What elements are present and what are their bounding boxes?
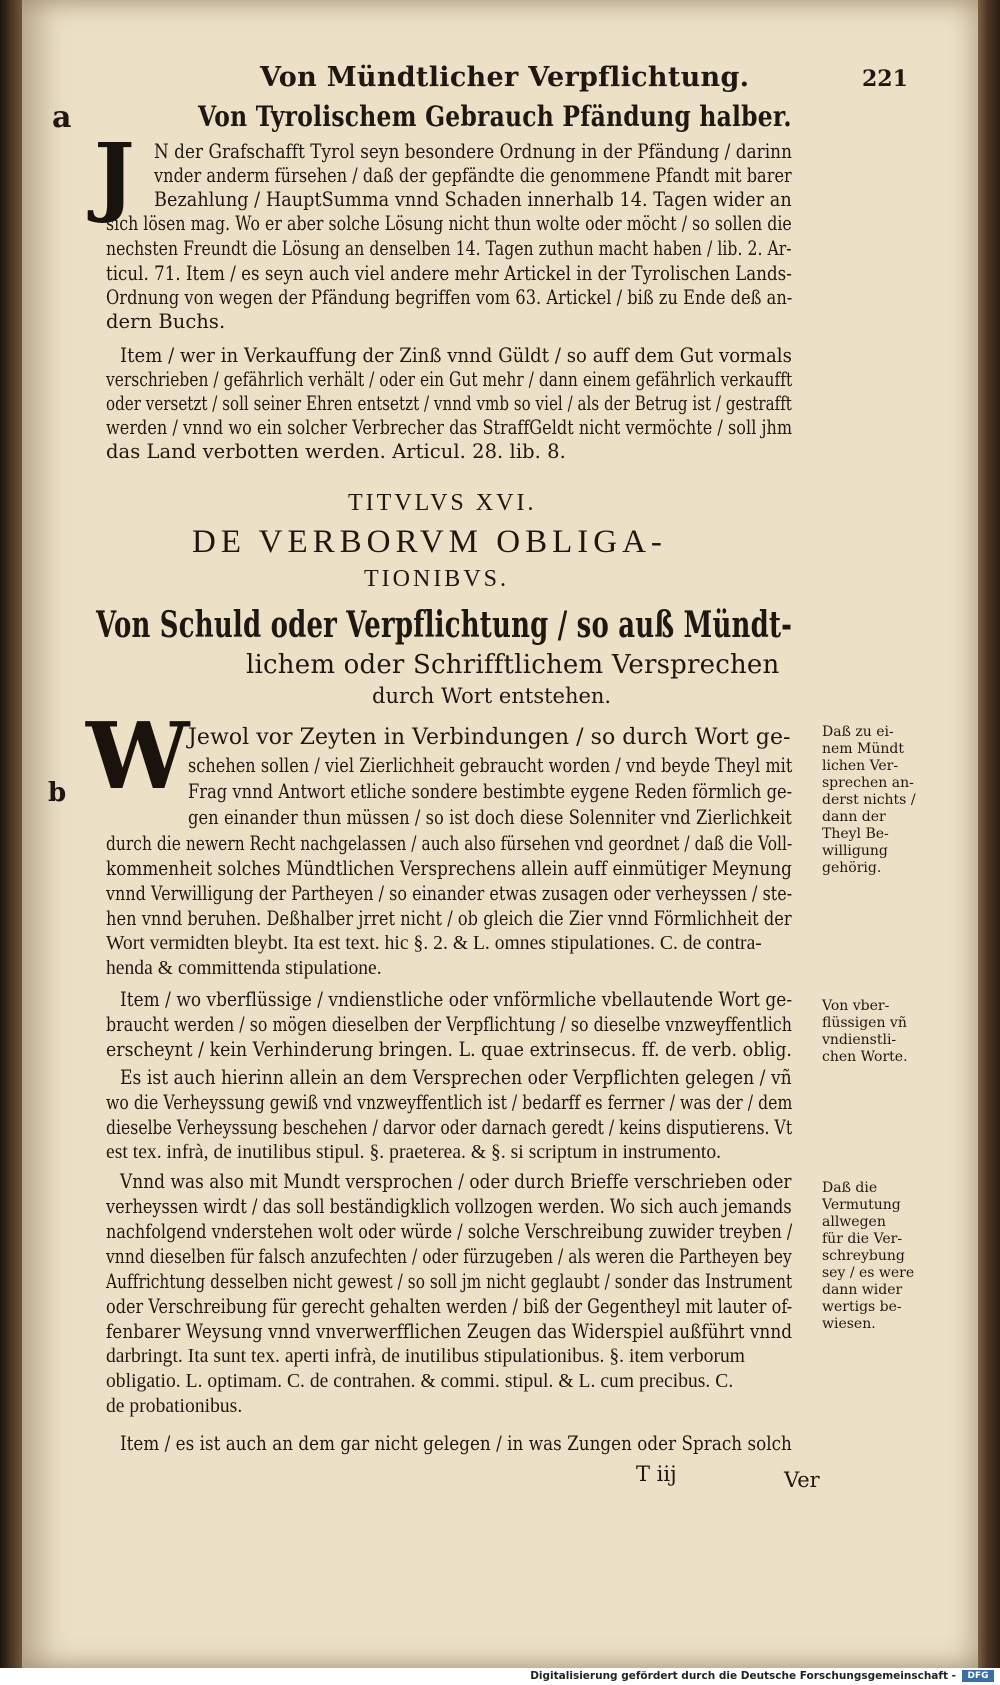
text-line: Item / wer in Verkauffung der Zinß vnnd Güldt / so auff dem Gut vormals <box>120 344 792 367</box>
margin-note-line: schreybung <box>822 1248 905 1264</box>
margin-note-line: dann wider <box>822 1282 903 1298</box>
text-line: sich lösen mag. Wo er aber solche Lösung nicht thun wolte oder möcht / so sollen die <box>106 212 792 235</box>
margin-note-line: gehörig. <box>822 860 882 876</box>
book-page <box>22 0 978 1668</box>
margin-note-line: Theyl Be- <box>822 826 889 842</box>
signature-mark-b: b <box>48 778 67 808</box>
margin-note-line: derst nichts / <box>822 792 916 808</box>
dropcap-j: J <box>94 125 135 226</box>
margin-note-2 <box>822 998 908 1066</box>
text-line: Item / es ist auch an dem gar nicht gelegen / in was Zungen oder Sprach solch <box>120 1432 792 1455</box>
text-line: oder Verschreibung für gerecht gehalten werden / biß der Gegentheyl mit lauter of- <box>106 1295 793 1318</box>
text-line: nachfolgend vnderstehen wolt oder würde / solche Verschreibung zuwider treyben / <box>106 1220 793 1243</box>
margin-note-line: chen Worte. <box>822 1049 908 1065</box>
margin-note-line: flüssigen vñ <box>822 1015 907 1031</box>
text-line: schehen sollen / viel Zierlichheit gebraucht worden / vnd beyde Theyl mit <box>188 754 793 777</box>
text-line: dieselbe Verheyssung beschehen / darvor oder darnach geredt / keins disputierens. Vt <box>106 1116 793 1139</box>
dropcap-w: W <box>86 702 190 810</box>
text-line: N der Grafschafft Tyrol seyn besondere Ordnung in der Pfändung / darinn <box>154 140 792 163</box>
margin-note-line: sey / es were <box>822 1265 915 1281</box>
margin-note-line: vndienstli- <box>822 1032 897 1048</box>
margin-note-line: Daß die <box>822 1180 878 1196</box>
text-line: Jewol vor Zeyten in Verbindungen / so durch Wort ge- <box>188 725 791 750</box>
text-line: vnder anderm fürsehen / daß der gepfändte die genommene Pfandt mit barer <box>154 164 792 187</box>
title-numeral: TITVLVS XVI. <box>348 490 537 516</box>
text-line: vnnd Verwilligung der Partheyen / so einander etwas zusagen oder verheyssen / ste- <box>106 882 793 905</box>
subtitle-line: Von Schuld oder Verpflichtung / so auß Mündt- <box>96 604 793 646</box>
margin-note-line: dann der <box>822 809 886 825</box>
subtitle-line: durch Wort entstehen. <box>372 684 612 708</box>
text-line: nechsten Freundt die Lösung an denselben 14. Tagen zuthun macht haben / lib. 2. Ar- <box>106 237 792 260</box>
text-line: das Land verbotten werden. Articul. 28. lib. 8. <box>106 440 566 463</box>
text-line: fenbarer Weysung vnnd vnverwerfflichen Zeugen das Widerspiel außführt vnnd <box>106 1320 793 1343</box>
text-line: Bezahlung / HauptSumma vnnd Schaden innerhalb 14. Tagen wider an <box>154 188 792 211</box>
text-line: braucht werden / so mögen dieselben der Verpflichtung / so dieselbe vnzweyffentlich <box>106 1013 792 1036</box>
text-line: verschrieben / gefährlich verhält / oder ein Gut mehr / dann einem gefährlich verkaufft <box>106 368 793 391</box>
text-line: erscheynt / kein Verhinderung bringen. L. quae extrinsecus. ff. de verb. oblig. <box>106 1038 792 1061</box>
text-line: henda & committenda stipulatione. <box>106 958 382 979</box>
subtitle-line: lichem oder Schrifftlichem Versprechen <box>246 650 780 680</box>
margin-note-line: willigung <box>822 843 888 859</box>
text-line: obligatio. L. optimam. C. de contrahen. & commi. stipul. & L. cum precibus. C. <box>106 1371 734 1392</box>
text-line: hen vnnd beruhen. Deßhalber jrret nicht / ob gleich die Zier vnnd Förmlichheit der <box>106 907 792 930</box>
margin-note-line: Vermutung <box>822 1197 901 1213</box>
text-line: est tex. infrà, de inutilibus stipul. §. praeterea. & §. si scriptum in instrumento. <box>106 1142 722 1163</box>
text-line: Es ist auch hierinn allein an dem Versprechen oder Verpflichten gelegen / vñ <box>120 1066 792 1089</box>
catchword: Ver <box>784 1468 820 1492</box>
margin-note-line: sprechen an- <box>822 775 914 791</box>
section-heading: Von Tyrolischem Gebrauch Pfändung halber. <box>198 100 792 133</box>
text-line: kommenheit solches Mündtlichen Versprechens allein auff einmütiger Meynung <box>106 857 792 880</box>
funding-credit: Digitalisierung gefördert durch die Deutsche Forschungsgemeinschaft - <box>530 1670 956 1682</box>
text-line: vnnd dieselben für falsch anzufechten / oder fürzugeben / als weren die Partheyen bey <box>106 1245 792 1268</box>
text-line: gen einander thun müssen / so ist doch diese Solenniter vnd Zierlichkeit <box>188 806 792 829</box>
text-line: Wort vermidten bleybt. Ita est text. hic §. 2. & L. omnes stipulationes. C. de contra- <box>106 933 762 954</box>
text-line: dern Buchs. <box>106 310 226 333</box>
text-line: Frag vnnd Antwort etliche sondere bestimbte eygene Reden förmlich ge- <box>188 780 793 803</box>
margin-note-line: wiesen. <box>822 1316 876 1332</box>
running-title: Von Mündtlicher Verpflichtung. <box>260 62 750 93</box>
text-line: darbringt. Ita sunt tex. aperti infrà, de inutilibus stipulationibus. §. item verborum <box>106 1346 746 1367</box>
text-line: verheyssen wirdt / das soll beständigklich vollzogen werden. Wo sich auch jemands <box>106 1195 792 1218</box>
text-line: Ordnung von wegen der Pfändung begriffen vom 63. Artickel / biß zu Ende deß an- <box>106 286 793 309</box>
dfg-logo: DFG <box>962 1670 994 1682</box>
text-line: Item / wo vberflüssige / vndienstliche oder vnförmliche vbellautende Wort ge- <box>120 988 793 1011</box>
title-continuation: TIONIBVS. <box>364 566 509 592</box>
text-line: werden / vnnd wo ein solcher Verbrecher das StraffGeldt nicht vermöchte / soll jhm <box>106 416 793 439</box>
text-line: ticul. 71. Item / es seyn auch viel andere mehr Artickel in der Tyrolischen Lands- <box>106 262 792 285</box>
margin-note-line: für die Ver- <box>822 1231 903 1247</box>
margin-note-3 <box>822 1180 914 1333</box>
text-line: de probationibus. <box>106 1396 243 1417</box>
margin-note-1 <box>822 724 916 877</box>
margin-note-line: lichen Ver- <box>822 758 899 774</box>
margin-note-line: Daß zu ei- <box>822 724 894 740</box>
margin-note-line: nem Mündt <box>822 741 904 757</box>
signature-mark-a: a <box>52 100 72 135</box>
text-line: wo die Verheyssung gewiß vnd vnzweyffentlich ist / bedarff es ferrner / was der / dem <box>106 1091 793 1114</box>
text-line: durch die newern Recht nachgelassen / auch also fürsehen vnd geordnet / daß die Voll- <box>106 832 793 855</box>
page-number: 221 <box>862 66 908 92</box>
text-line: Auffrichtung desselben nicht gewest / so soll jm nicht geglaubt / sonder das Instrument <box>106 1270 793 1293</box>
scan-binding-edge <box>0 0 22 1685</box>
text-line: oder versetzt / soll seiner Ehren entsetzt / vnnd vmb so viel / als der Betrug ist / gestrafft <box>106 392 792 415</box>
margin-note-line: wertigs be- <box>822 1299 902 1315</box>
scan-page-edge <box>978 0 1000 1670</box>
title-main: DE VERBORVM OBLIGA- <box>192 524 667 560</box>
text-line: Vnnd was also mit Mundt versprochen / oder durch Brieffe verschrieben oder <box>120 1170 792 1193</box>
page-signature: T iij <box>636 1462 677 1486</box>
margin-note-line: allwegen <box>822 1214 886 1230</box>
digitization-footer <box>0 1668 1000 1685</box>
margin-note-line: Von vber- <box>822 998 890 1014</box>
